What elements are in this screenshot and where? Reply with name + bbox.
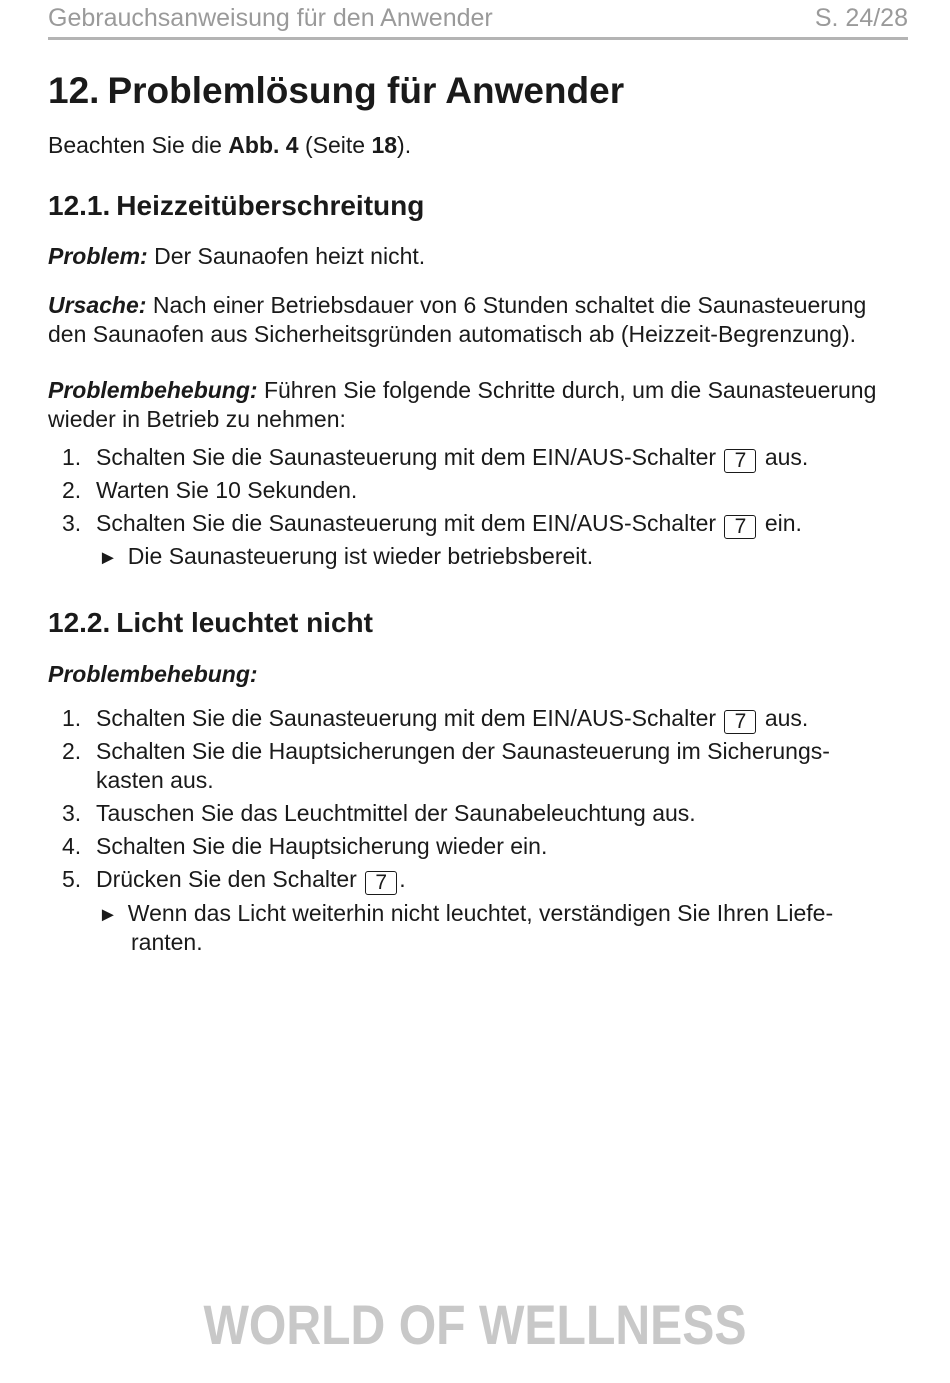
step-text-continued: kasten aus. — [96, 767, 214, 793]
step-number: 1. — [62, 444, 82, 470]
section-12-1-number: 12.1. — [48, 190, 111, 221]
page-number: S. 24/28 — [814, 4, 908, 32]
problem-label: Problem: — [48, 243, 148, 269]
cause-line-1: Ursache: Nach einer Betriebsdauer von 6 Stunden schaltet die Saunasteuerung — [48, 292, 867, 318]
section-12-2-title: Licht leuchtet nicht — [116, 607, 373, 638]
page-ref: 18 — [371, 132, 398, 158]
step-text: Warten Sie 10 Sekunden. — [96, 477, 358, 503]
cause-label: Ursache: — [48, 292, 147, 318]
step-text: Schalten Sie die Saunasteuerung mit dem EIN/AUS-Schalter 7 ein. — [96, 510, 802, 538]
step-text: Schalten Sie die Hauptsicherungen der Saunasteuerung im Sicherungs- — [96, 738, 830, 764]
section-12-2-heading — [48, 607, 373, 639]
brand-logo-text: WORLD OF WELLNESS — [203, 1293, 747, 1356]
figure-reference-note: Beachten Sie die Abb. 4 (Seite 18). — [48, 132, 412, 158]
section-12-2-number: 12.2. — [48, 607, 111, 638]
step-text: Tauschen Sie das Leuchtmittel der Saunabeleuchtung aus. — [96, 800, 696, 826]
document-title: Gebrauchsanweisung für den Anwender — [48, 4, 493, 32]
result-text: Wenn das Licht weiterhin nicht leuchtet, verständigen Sie Ihren Liefe- — [127, 900, 834, 926]
result-text: Die Saunasteuerung ist wieder betriebsbereit. — [127, 543, 594, 569]
problem-text: Der Saunaofen heizt nicht. — [147, 243, 426, 269]
step-number: 1. — [62, 705, 82, 731]
section-12-1-heading — [48, 190, 424, 222]
step-number: 3. — [62, 800, 82, 826]
result-line — [98, 543, 593, 570]
problem-line — [48, 243, 425, 270]
figure-ref: Abb. 4 — [228, 132, 299, 158]
step-number: 2. — [62, 738, 82, 764]
page-header — [48, 2, 908, 40]
section-12-1-title: Heizzeitüberschreitung — [116, 190, 425, 221]
cause-line-2: den Saunaofen aus Sicherheitsgründen automatisch ab (Heizzeit-Begrenzung). — [48, 321, 857, 347]
switch-key-icon: 7 — [365, 871, 397, 895]
section-12-number: 12. — [48, 70, 100, 111]
result-arrow-icon: ► — [98, 904, 118, 926]
fix-line-2: wieder in Betrieb zu nehmen: — [48, 406, 346, 432]
section-12-heading — [48, 70, 624, 112]
section-12-title: Problemlösung für Anwender — [107, 70, 625, 111]
step-text: Drücken Sie den Schalter 7 . — [96, 866, 406, 894]
step-number: 4. — [62, 833, 82, 859]
step-number: 2. — [62, 477, 82, 503]
fix-label-2: Problembehebung: — [48, 661, 258, 687]
step-number: 5. — [62, 866, 82, 892]
switch-key-icon: 7 — [724, 515, 756, 539]
result-line — [98, 900, 833, 927]
result-text-continued: ranten. — [131, 929, 203, 955]
fix-line-1: Problembehebung: Führen Sie folgende Schritte durch, um die Saunasteuerung — [48, 377, 877, 403]
switch-key-icon: 7 — [724, 449, 756, 473]
step-number: 3. — [62, 510, 82, 536]
step-text: Schalten Sie die Hauptsicherung wieder ein. — [96, 833, 548, 859]
step-text: Schalten Sie die Saunasteuerung mit dem EIN/AUS-Schalter 7 aus. — [96, 705, 809, 733]
fix-label: Problembehebung: — [48, 377, 258, 403]
result-arrow-icon: ► — [98, 547, 118, 569]
switch-key-icon: 7 — [724, 710, 756, 734]
step-text: Schalten Sie die Saunasteuerung mit dem EIN/AUS-Schalter 7 aus. — [96, 444, 809, 472]
